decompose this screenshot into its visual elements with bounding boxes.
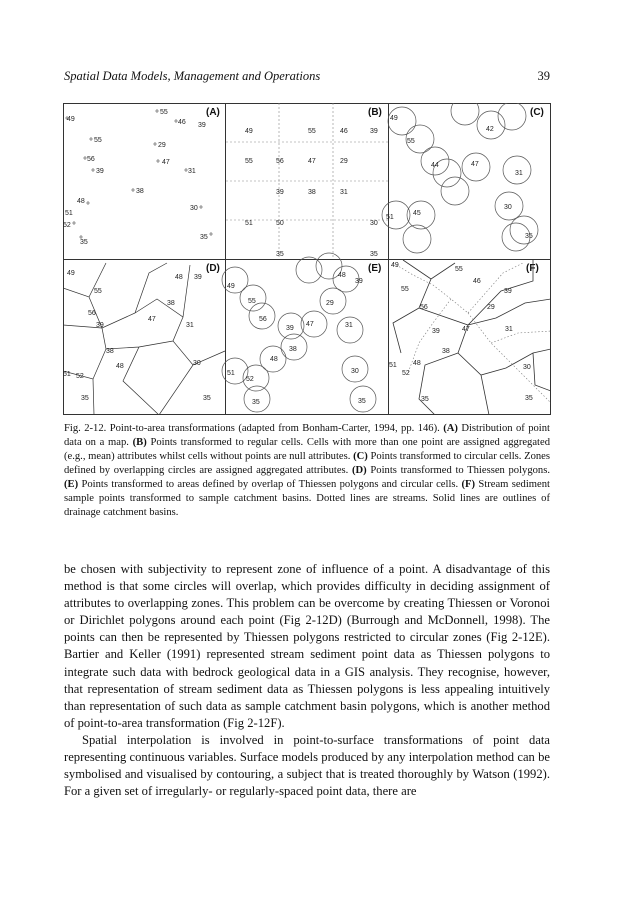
caption-text-c: Points transformed to circular cells. Zones defined by overlapping circles are assigned aggregated attributes. [64,451,550,476]
panel-label-f: (F) [526,263,539,274]
cell-value: 35 [370,251,378,258]
figure-2-12 [63,103,551,415]
point-label: 29 [487,304,495,311]
point-label: 38 [167,300,175,307]
paragraph: be chosen with subjectivity to represent zone of influence of a point. A disadvantage of this method is that some circles will overlap, which provides difficulty in deciding assignment of attributes to overlapping zones. This problem can be overcome by creating Thiessen or Voronoi or Dirichlet polygons around each point (Fig 2-12D) (Burrough and McDonnell, 1998). The points can then be represented by Thiessen polygons restricted to circular zones (Fig 2-12E). Bartier and Keller (1991) represented stream sediment point data as Thiessen polygons to integrate such data with bedrock geological data in a GIS analysis. They recognise, however, that representation of stream sediment data as Thiessen polygons is less appealing intuitively than representation of such data as sample catchment basin polygons, which is another method of point-to-area transformation (Fig 2-12F). [64,562,550,730]
caption-label-a: (A) [443,423,458,434]
cell-value: 30 [370,220,378,227]
point-label: 30 [523,364,531,371]
point-label: 55 [407,138,415,145]
panel-label-b: (B) [368,107,382,118]
cell-value: 46 [340,128,348,135]
cell-value: 51 [245,220,253,227]
point-label: 35 [80,239,88,246]
point-label: 39 [194,274,202,281]
panel-d-thiessen [63,263,225,415]
point-label: 30 [190,205,198,212]
point-label: 39 [286,325,294,332]
point-label: 35 [358,398,366,405]
body-text [64,561,550,800]
point-label: 51 [227,370,235,377]
point-label: 55 [455,266,463,273]
point-label: 35 [421,396,429,403]
caption-text-a: Distribution of point data on a map. [64,423,550,448]
point-label: 38 [289,346,297,353]
point-label: 47 [162,159,170,166]
point-label: 38 [136,188,144,195]
point-label: 49 [67,116,75,123]
cell-value: 31 [340,189,348,196]
point-label: 56 [88,310,96,317]
panel-a-points [63,109,213,246]
cell-value: 29 [340,158,348,165]
point-label: 29 [326,300,334,307]
point-label: 38 [442,348,450,355]
point-label: 55 [94,137,102,144]
point-label: 55 [248,298,256,305]
point-label: 49 [391,262,399,269]
point-label: 47 [148,316,156,323]
point-label: 56 [87,156,95,163]
point-label: 52 [246,376,254,383]
caption-text-b: Points transformed to regular cells. Cells with more than one point are assigned aggregated (e.g., mean) attributes whilst cells without points are null attributes. [64,437,550,462]
point-label: 56 [259,316,267,323]
point-label: 42 [486,126,494,133]
caption-text-d: Points transformed to Thiessen polygons. [370,465,551,476]
point-label: 51 [65,210,73,217]
point-label: 51 [63,371,71,378]
panel-label-a: (A) [206,107,220,118]
point-label: 39 [432,328,440,335]
point-label: 47 [306,321,314,328]
cell-value: 35 [276,251,284,258]
point-label: 35 [81,395,89,402]
cell-value: 50 [276,220,284,227]
point-label: 51 [386,214,394,221]
point-label: 35 [525,395,533,402]
caption-label-c: (C) [353,451,368,462]
point-label: 31 [515,170,523,177]
point-label: 52 [63,222,71,229]
panel-label-d: (D) [206,263,220,274]
point-label: 29 [158,142,166,149]
cell-value: 39 [276,189,284,196]
point-label: 47 [462,326,470,333]
point-label: 48 [116,363,124,370]
point-label: 31 [505,326,513,333]
point-label: 52 [76,373,84,380]
figure-caption [64,422,550,520]
caption-label-b: (B) [132,437,147,448]
point-label: 39 [96,168,104,175]
point-label: 56 [420,304,428,311]
point-label: 30 [193,360,201,367]
point-label: 39 [355,278,363,285]
panel-f-catchments [389,260,551,415]
point-label: 44 [431,162,439,169]
caption-text-f: Stream sediment sample points transformed to sample catchment basins. Dotted lines are streams. Solid lines are outlines of drainage catchment basins. [64,479,550,518]
caption-label-e: (E) [64,479,79,490]
point-label: 35 [203,395,211,402]
point-label: 48 [77,198,85,205]
point-label: 52 [402,370,410,377]
point-label: 31 [186,322,194,329]
point-label: 55 [94,288,102,295]
cell-value: 55 [245,158,253,165]
point-label: 46 [178,119,186,126]
point-label: 45 [413,210,421,217]
running-title: Spatial Data Models, Management and Operations [64,69,321,83]
point-label: 30 [504,204,512,211]
point-label: 49 [67,270,75,277]
paragraph: Spatial interpolation is involved in point-to-surface transformations of point data representing continuous variables. Surface models produced by any interpolation method can be symbolised and visualised by contouring, a subject that is treated thoroughly by Watson (1992). For a given set of irregularly- or regularly-spaced point data, there are [64,732,550,799]
point-label: 48 [338,272,346,279]
cell-value: 49 [245,128,253,135]
point-label: 55 [160,109,168,116]
point-label: 35 [252,399,260,406]
point-label: 30 [351,368,359,375]
figure-canvas [63,103,551,415]
point-label: 35 [525,233,533,240]
panel-b-grid [226,103,388,259]
point-label: 48 [270,356,278,363]
point-label: 39 [198,122,206,129]
caption-intro: Fig. 2-12. Point-to-area transformations (adapted from Bonham-Carter, 1994, pp. 146). [64,423,440,434]
cell-value: 56 [276,158,284,165]
point-label: 31 [188,168,196,175]
caption-label-f: (F) [461,479,476,490]
cell-value: 39 [370,128,378,135]
point-label: 48 [175,274,183,281]
point-label: 31 [345,322,353,329]
panel-label-e: (E) [368,263,382,274]
point-label: 39 [96,322,104,329]
cell-value: 55 [308,128,316,135]
page-number: 39 [537,69,550,83]
point-label: 51 [389,362,397,369]
panel-c-circles [382,103,538,253]
caption-text-e: Points transformed to areas defined by overlap of Thiessen polygons and circular cells. [81,479,459,490]
point-label: 39 [504,288,512,295]
point-label: 49 [390,115,398,122]
caption-label-d: (D) [352,465,367,476]
point-label: 35 [200,234,208,241]
point-label: 49 [227,283,235,290]
panel-e-overlap [222,253,376,412]
point-label: 48 [413,360,421,367]
point-label: 47 [471,161,479,168]
point-label: 46 [473,278,481,285]
point-label: 55 [401,286,409,293]
panel-label-c: (C) [530,107,544,118]
cell-value: 47 [308,158,316,165]
point-label: 38 [106,348,114,355]
running-header [64,69,550,85]
cell-value: 38 [308,189,316,196]
